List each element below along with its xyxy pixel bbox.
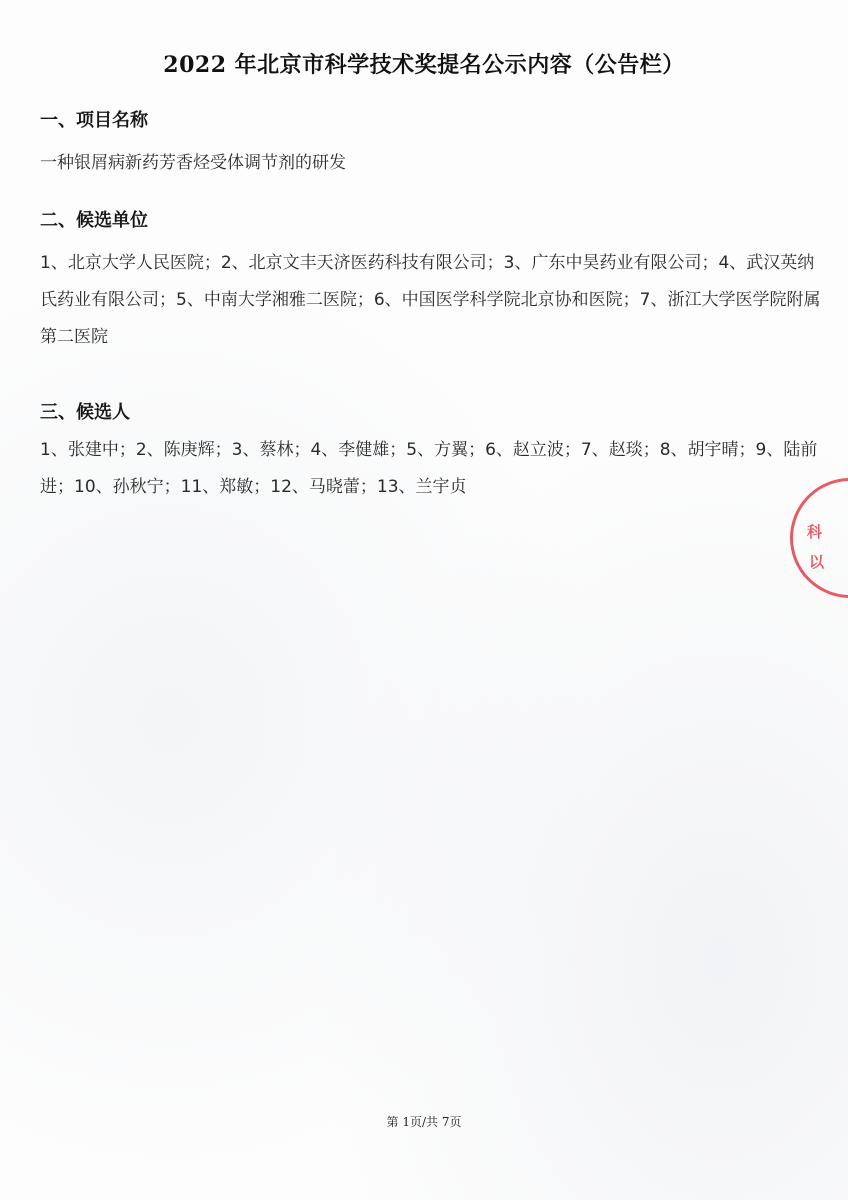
- candidate-units-text: 1、北京大学人民医院；2、北京文丰天济医药科技有限公司；3、广东中昊药业有限公司；4、武汉英纳氏药业有限公司；5、中南大学湘雅二医院；6、中国医学科学院北京协和医院；7、浙江大学医学院附属第二医院: [40, 253, 821, 347]
- candidates-text: 1、张建中；2、陈庚辉；3、蔡林；4、李健雄；5、方翼；6、赵立波；7、赵琰；8、胡宇晴；9、陆前进；10、孙秋宁；11、郑敏；12、马晓蕾；13、兰宇贞: [40, 440, 818, 497]
- section-heading-candidates: 三、候选人: [40, 402, 130, 423]
- document-title: 2022 年北京市科学技术奖提名公示内容（公告栏）: [163, 52, 685, 78]
- seal-glyph: 以: [809, 553, 825, 571]
- seal-glyph: 科: [807, 523, 823, 541]
- page-number-footer: 第 1页/共 7页: [386, 1115, 462, 1129]
- section-heading-candidate-units: 二、候选单位: [40, 210, 148, 231]
- section-heading-project-name: 一、项目名称: [40, 110, 148, 131]
- project-name-text: 一种银屑病新药芳香烃受体调节剂的研发: [40, 153, 346, 173]
